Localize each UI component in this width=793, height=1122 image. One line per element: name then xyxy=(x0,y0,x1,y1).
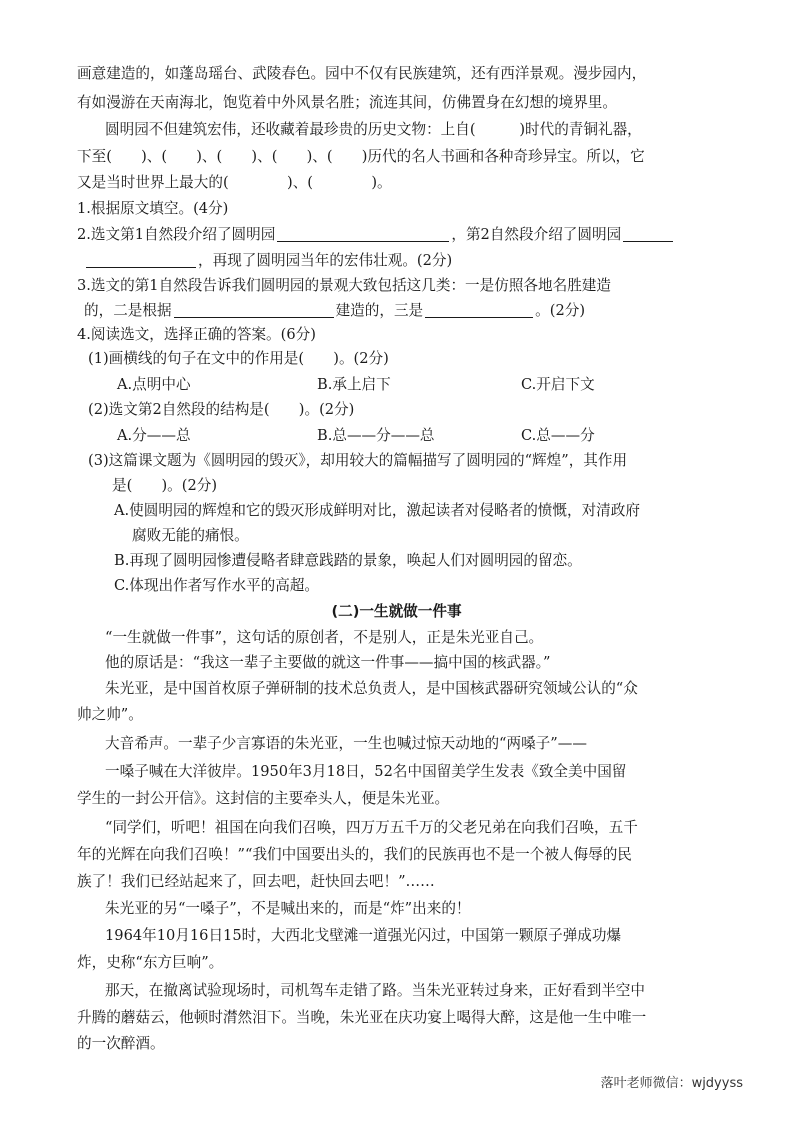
question-4-1: (1)画横线的句子在文中的作用是( )。(2分) xyxy=(88,350,389,367)
question-4-3: (3)这篇课文题为《圆明园的毁灭》，却用较大的篇幅描写了圆明园的“辉煌”，其作用 xyxy=(88,452,628,469)
passage2-line: 学生的一封公开信》。这封信的主要牵头人，便是朱光亚。 xyxy=(77,790,450,807)
passage2-line: 的一次醉酒。 xyxy=(77,1035,165,1052)
question-4-3-cont: 是( )。(2分) xyxy=(112,477,218,494)
passage1-line: 又是当时世界上最大的( )、( )。 xyxy=(77,174,392,191)
section-heading: (二)一生就做一件事 xyxy=(331,603,462,620)
passage1-line: 画意建造的，如蓬岛瑶台、武陵春色。园中不仅有民族建筑，还有西洋景观。漫步园内， xyxy=(77,65,647,82)
passage2-line: 他的原话是：“我这一辈子主要做的就这一件事——搞中国的核武器。” xyxy=(105,654,551,671)
footer-contact: 落叶老师微信：wjdyyss xyxy=(600,1076,743,1091)
answer-blank[interactable] xyxy=(623,225,673,242)
option-a-cont: 腐败无能的痛恨。 xyxy=(132,527,249,544)
question-3: 3.选文的第1自然段告诉我们圆明园的景观大致包括这几类：一是仿照各地名胜建造 xyxy=(77,277,611,294)
passage2-line: 朱光亚，是中国首枚原子弹研制的技术总负责人，是中国核武器研究领域公认的“众 xyxy=(105,680,638,697)
answer-blank[interactable] xyxy=(425,301,533,318)
passage1-line: 有如漫游在天南海北，饱览着中外风景名胜；流连其间，仿佛置身在幻想的境界里。 xyxy=(77,94,617,111)
passage2-line: 升腾的蘑菇云，他顿时潸然泪下。当晚，朱光亚在庆功宴上喝得大醉，这是他一生中唯一 xyxy=(77,1009,647,1026)
option-b[interactable]: B.承上启下 xyxy=(317,376,391,393)
passage2-line: 那天，在撤离试验现场时，司机驾车走错了路。当朱光亚转过身来，正好看到半空中 xyxy=(105,982,645,999)
passage1-line: 圆明园不但建筑宏伟，还收藏着最珍贵的历史文物：上自( )时代的青铜礼器， xyxy=(105,121,642,138)
answer-blank[interactable] xyxy=(174,301,334,318)
question-2 xyxy=(77,223,675,247)
passage2-line: 1964年10月16日15时，大西北戈壁滩一道强光闪过，中国第一颗原子弹成功爆 xyxy=(105,927,622,944)
question-2-cont xyxy=(84,249,452,273)
passage2-line: 朱光亚的另“一嗓子”，不是喊出来的，而是“炸”出来的！ xyxy=(105,900,471,917)
passage2-line: “一生就做一件事”，这句话的原创者，不是别人，正是朱光亚自己。 xyxy=(105,629,544,646)
question-2-text: ，第2自然段介绍了圆明园 xyxy=(451,226,622,243)
answer-blank[interactable] xyxy=(277,225,449,242)
passage2-line: “同学们，听吧！祖国在向我们召唤，四万万五千万的父老兄弟在向我们召唤，五千 xyxy=(105,819,638,836)
question-4: 4.阅读选文，选择正确的答案。(6分) xyxy=(77,326,316,343)
option-c[interactable]: C.总——分 xyxy=(521,427,595,444)
passage2-line: 炸，史称“东方巨响”。 xyxy=(77,954,224,971)
question-3-text: 建造的，三是 xyxy=(335,302,424,319)
question-3-cont xyxy=(84,299,585,323)
passage1-line: 下至( )、( )、( )、( )、( )历代的名人书画和各种奇珍异宝。所以，它 xyxy=(77,148,645,165)
option-c[interactable]: C.开启下文 xyxy=(521,376,595,393)
question-2-text: 2.选文第1自然段介绍了圆明园 xyxy=(77,226,276,243)
question-4-2: (2)选文第2自然段的结构是( )。(2分) xyxy=(88,401,355,418)
passage2-line: 帅之帅”。 xyxy=(77,706,143,723)
option-b[interactable]: B.总——分——总 xyxy=(317,427,435,444)
question-3-text: 。(2分) xyxy=(535,302,586,319)
option-a[interactable]: A.分——总 xyxy=(117,427,191,444)
question-1: 1.根据原文填空。(4分) xyxy=(77,200,229,217)
passage2-line: 大音希声。一辈子少言寡语的朱光亚，一生也喊过惊天动地的“两嗓子”—— xyxy=(105,735,587,752)
passage2-line: 一嗓子喊在大洋彼岸。1950年3月18日，52名中国留美学生发表《致全美中国留 xyxy=(105,763,627,780)
option-c[interactable]: C.体现出作者写作水平的高超。 xyxy=(114,577,320,594)
question-2-text: ，再现了圆明园当年的宏伟壮观。(2分) xyxy=(198,252,453,269)
question-3-text: 的，二是根据 xyxy=(84,302,172,319)
option-a[interactable]: A.点明中心 xyxy=(117,376,191,393)
passage2-line: 年的光辉在向我们召唤！”“我们中国要出头的，我们的民族再也不是一个被人侮辱的民 xyxy=(77,846,632,863)
option-a[interactable]: A.使圆明园的辉煌和它的毁灭形成鲜明对比，激起读者对侵略者的愤慨，对清政府 xyxy=(114,502,640,519)
passage2-line: 族了！我们已经站起来了，回去吧，赶快回去吧！”…… xyxy=(77,873,435,890)
option-b[interactable]: B.再现了圆明园惨遭侵略者肆意践踏的景象，唤起人们对圆明园的留恋。 xyxy=(114,552,582,569)
answer-blank[interactable] xyxy=(86,251,196,268)
